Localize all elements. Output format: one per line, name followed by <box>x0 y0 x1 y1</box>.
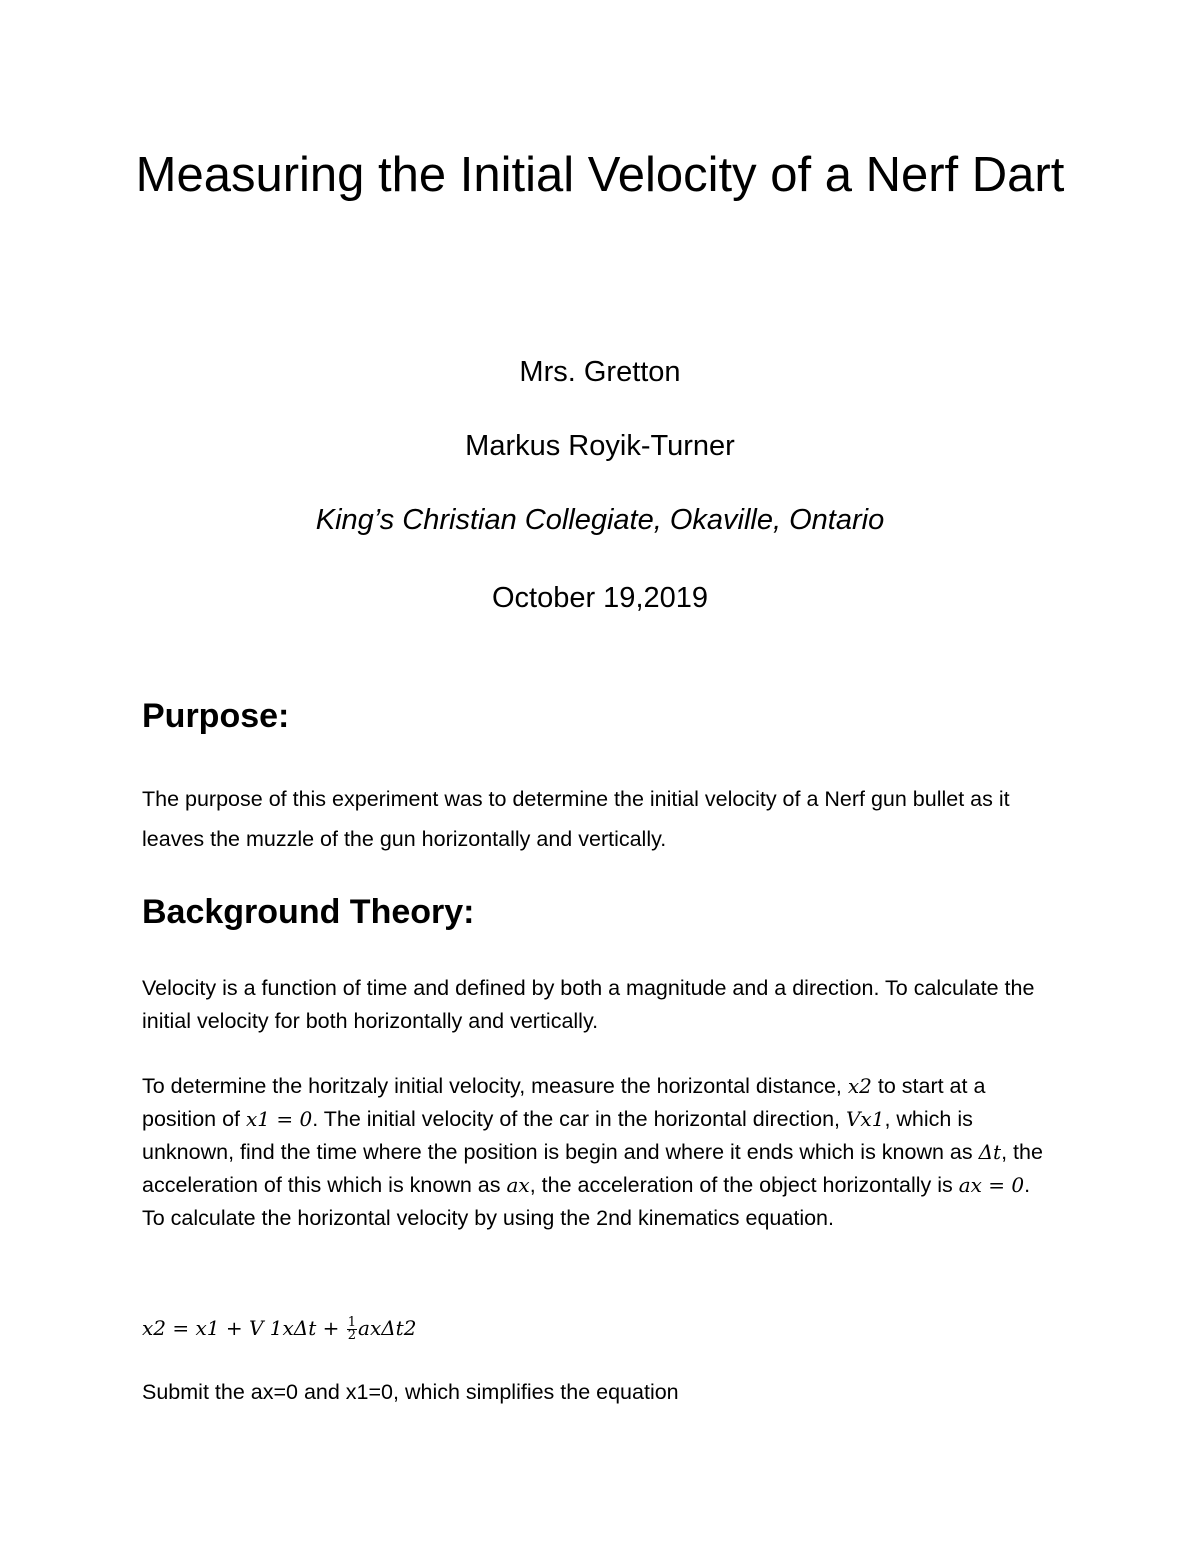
equation-fraction <box>347 1314 357 1343</box>
fraction-numerator: 1 <box>347 1314 357 1330</box>
p2-text-1: To determine the horitzaly initial velocity, measure the horizontal distance, <box>142 1074 848 1098</box>
p2-text-6: , the acceleration of the object horizontally is <box>529 1173 959 1197</box>
document-date: October 19,2019 <box>491 582 709 614</box>
math-ax-zero: ax = 0 <box>958 1173 1025 1197</box>
math-vx1: Vx1 <box>845 1107 885 1131</box>
school-name: King’s Christian Collegiate, Okaville, Ontario <box>315 504 885 536</box>
p2-text-7: . To calculate the horizontal velocity by using the 2nd kinematics equation. <box>142 1173 1031 1230</box>
math-ax: ax <box>506 1173 530 1197</box>
purpose-text: The purpose of this experiment was to determine the initial velocity of a Nerf gun bullet as it leaves the muzzle of the gun horizontally and vertically. <box>142 787 1010 851</box>
equation-lhs: x2 <box>142 1316 167 1340</box>
math-x2: x2 <box>847 1074 872 1098</box>
kinematics-equation <box>142 1310 416 1346</box>
teacher-name: Mrs. Gretton <box>519 356 681 388</box>
p2-text-2: to start at a position of <box>142 1074 986 1131</box>
p2-text-5: , the acceleration of this which is known as <box>142 1140 1043 1197</box>
background-paragraph-1: Velocity is a function of time and defined by both a magnitude and a direction. To calculate the initial velocity for both horizontally and vertically. <box>142 976 1035 1033</box>
background-heading: Background Theory: <box>142 893 475 931</box>
equation-rhs-b: axΔt2 <box>358 1316 417 1340</box>
author-name: Markus Royik-Turner <box>465 430 735 462</box>
document-title: Measuring the Initial Velocity of a Nerf Dart <box>135 148 1065 202</box>
background-paragraph-2 <box>142 1070 1052 1235</box>
purpose-heading: Purpose: <box>142 697 290 735</box>
math-delta-t: Δt <box>978 1140 1002 1164</box>
background-paragraph-3: Submit the ax=0 and x1=0, which simplifies the equation <box>142 1380 679 1404</box>
equation-rhs-a: = x1 + V 1xΔt + <box>166 1316 346 1340</box>
p2-text-4: , which is unknown, find the time where the position is begin and where it ends which is known as <box>142 1107 979 1164</box>
p2-text-3: . The initial velocity of the car in the horizontal direction, <box>312 1107 846 1131</box>
fraction-denominator: 2 <box>347 1327 357 1343</box>
math-x1-zero: x1 = 0 <box>245 1107 313 1131</box>
